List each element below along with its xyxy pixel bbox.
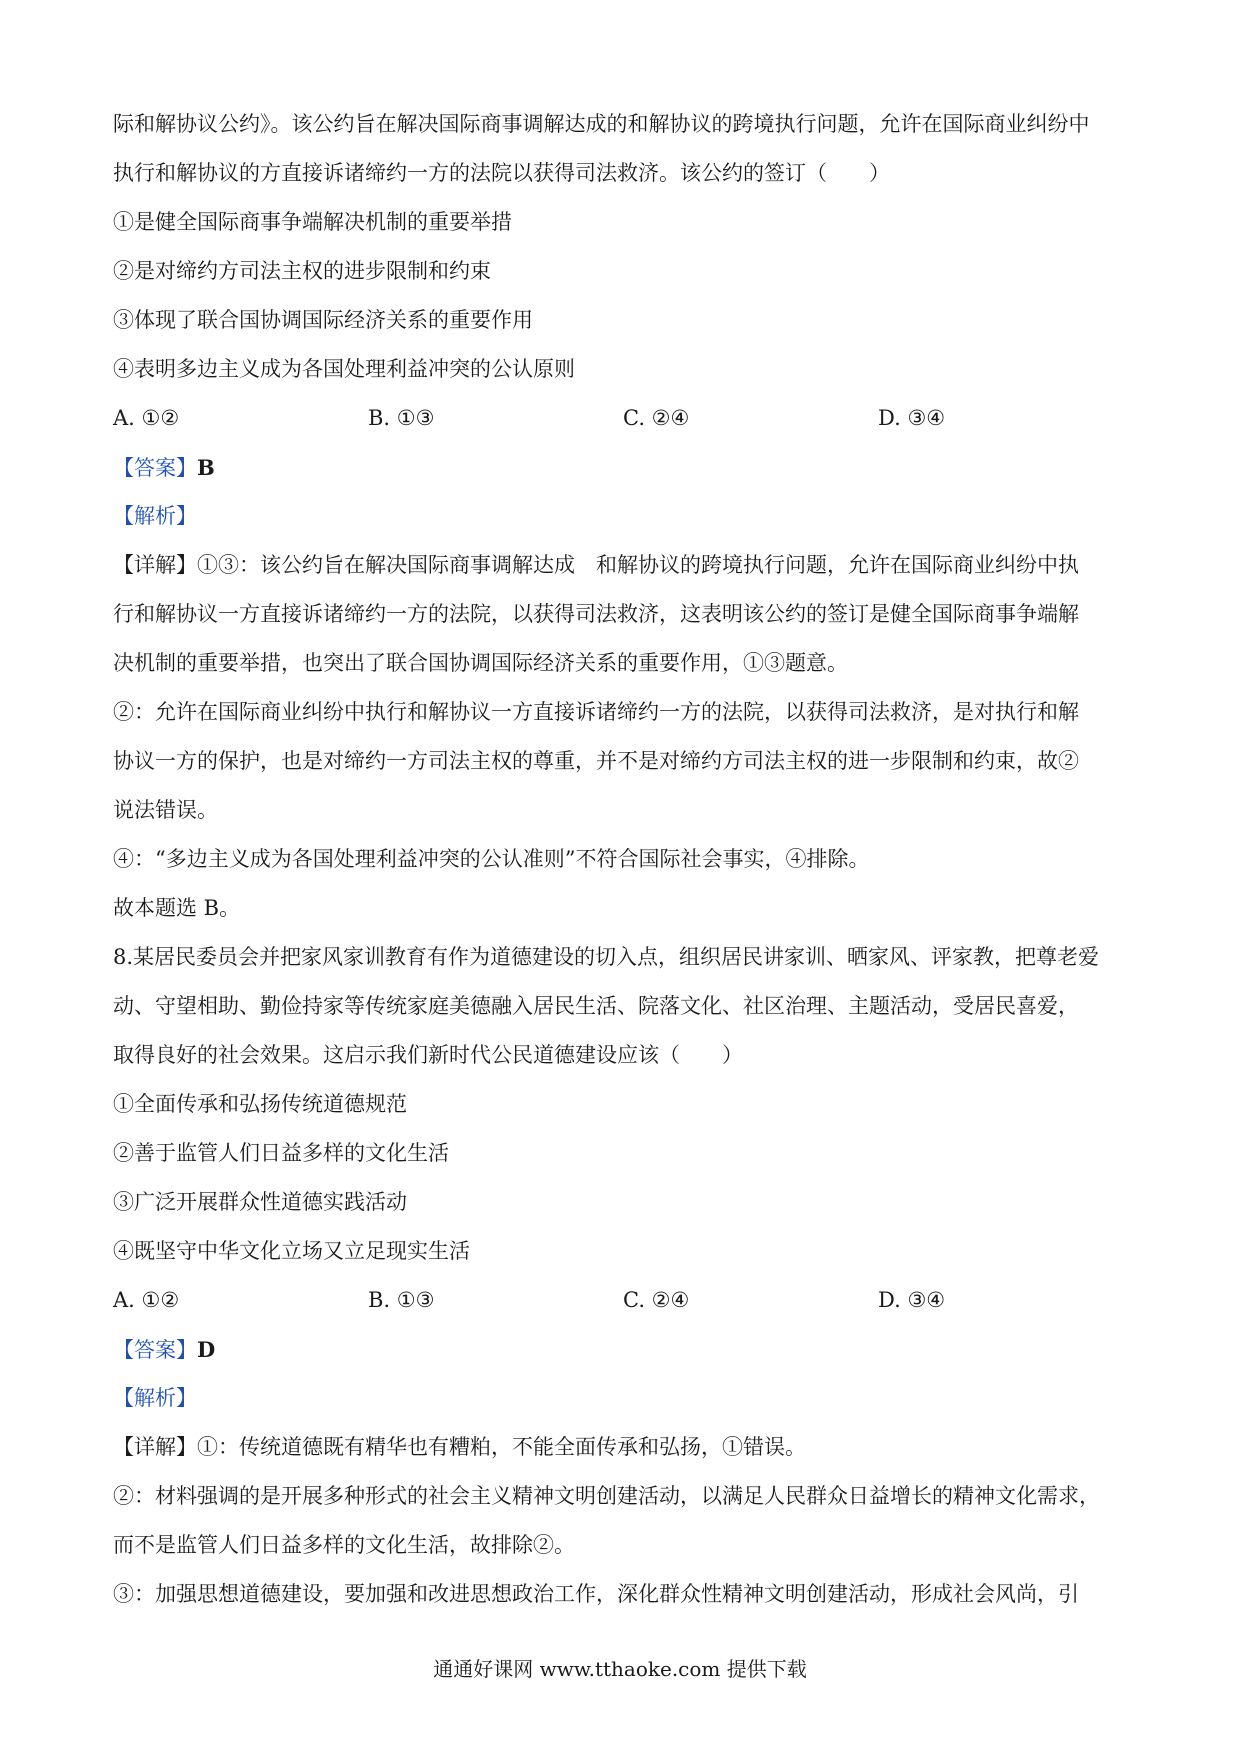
q7-detail-line: 说法错误。 xyxy=(113,798,218,822)
q8-detail-line: ③：加强思想道德建设，要加强和改进思想政治工作，深化群众性精神文明创建活动，形成社会风尚，引 xyxy=(113,1582,1079,1606)
q7-answer xyxy=(113,443,1133,492)
q7-detail-line: 协议一方的保护，也是对缔约一方司法主权的尊重，并不是对缔约方司法主权的进一步限制和约束，故② xyxy=(113,749,1079,773)
q8-option-c: C. ②④ xyxy=(623,1288,690,1312)
q7-statement: ①是健全国际商事争端解决机制的重要举措 xyxy=(113,210,512,234)
q7-detail-line: 故本题选 B。 xyxy=(113,896,241,920)
q7-options xyxy=(113,394,1133,443)
q7-answer-tag: 【答案】 xyxy=(113,456,197,480)
q8-answer xyxy=(113,1325,1133,1374)
q8-statement: ②善于监管人们日益多样的文化生活 xyxy=(113,1141,449,1165)
q7-detail-line: ②：允许在国际商业纠纷中执行和解协议一方直接诉诸缔约一方的法院，以获得司法救济，是对执行和解 xyxy=(113,700,1079,724)
q8-statement: ④既坚守中华文化立场又立足现实生活 xyxy=(113,1239,470,1263)
q7-detail-line: 【详解】①③：该公约旨在解决国际商事调解达成 和解协议的跨境执行问题，允许在国际商业纠纷中执 xyxy=(113,553,1079,577)
q8-stem-line: 8.某居民委员会并把家风家训教育有作为道德建设的切入点，组织居民讲家训、晒家风、评家教，把尊老爱 xyxy=(113,945,1100,969)
q7-option-c: C. ②④ xyxy=(623,406,690,430)
q8-stem-line: 取得良好的社会效果。这启示我们新时代公民道德建设应该（ ） xyxy=(113,1043,743,1067)
q7-detail-line: 决机制的重要举措，也突出了联合国协调国际经济关系的重要作用，①③题意。 xyxy=(113,651,848,675)
q8-option-a: A. ①② xyxy=(113,1288,180,1312)
q8-detail-line: ②：材料强调的是开展多种形式的社会主义精神文明创建活动，以满足人民群众日益增长的精神文化需求， xyxy=(113,1484,1100,1508)
q8-statement: ③广泛开展群众性道德实践活动 xyxy=(113,1190,407,1214)
q8-statement: ①全面传承和弘扬传统道德规范 xyxy=(113,1092,407,1116)
q7-analysis-heading xyxy=(113,492,1133,541)
page-footer: 通通好课网 www.tthaoke.com 提供下载 xyxy=(433,1657,807,1681)
q8-stem-line: 动、守望相助、勤俭持家等传统家庭美德融入居民生活、院落文化、社区治理、主题活动，受居民喜爱， xyxy=(113,994,1079,1018)
q7-stem-line: 际和解协议公约》。该公约旨在解决国际商事调解达成的和解协议的跨境执行问题，允许在国际商业纠纷中 xyxy=(113,112,1090,136)
q7-option-d: D. ③④ xyxy=(878,406,946,430)
q7-stem-line: 执行和解协议的方直接诉诸缔约一方的法院以获得司法救济。该公约的签订（ ） xyxy=(113,161,890,185)
q8-option-b: B. ①③ xyxy=(368,1288,435,1312)
q7-statement: ④表明多边主义成为各国处理利益冲突的公认原则 xyxy=(113,357,575,381)
q7-detail-line: 行和解协议一方直接诉诸缔约一方的法院，以获得司法救济，这表明该公约的签订是健全国际商事争端解 xyxy=(113,602,1079,626)
q8-options xyxy=(113,1276,1133,1325)
q7-analysis-tag: 【解析】 xyxy=(113,504,197,528)
q8-detail-line: 【详解】①：传统道德既有精华也有糟粕，不能全面传承和弘扬，①错误。 xyxy=(113,1435,806,1459)
q7-statement: ③体现了联合国协调国际经济关系的重要作用 xyxy=(113,308,533,332)
q7-statement: ②是对缔约方司法主权的进步限制和约束 xyxy=(113,259,491,283)
q8-detail-line: 而不是监管人们日益多样的文化生活，故排除②。 xyxy=(113,1533,575,1557)
q8-answer-tag: 【答案】 xyxy=(113,1338,197,1362)
q8-answer-value: D xyxy=(197,1337,216,1362)
q7-option-b: B. ①③ xyxy=(368,406,435,430)
q7-detail-line: ④：“多边主义成为各国处理利益冲突的公认准则”不符合国际社会事实，④排除。 xyxy=(113,847,870,871)
q8-analysis-tag: 【解析】 xyxy=(113,1386,197,1410)
q7-option-a: A. ①② xyxy=(113,406,180,430)
q8-analysis-heading xyxy=(113,1374,1133,1423)
page-content xyxy=(113,100,1133,1619)
q8-option-d: D. ③④ xyxy=(878,1288,946,1312)
q7-answer-value: B xyxy=(197,455,215,480)
